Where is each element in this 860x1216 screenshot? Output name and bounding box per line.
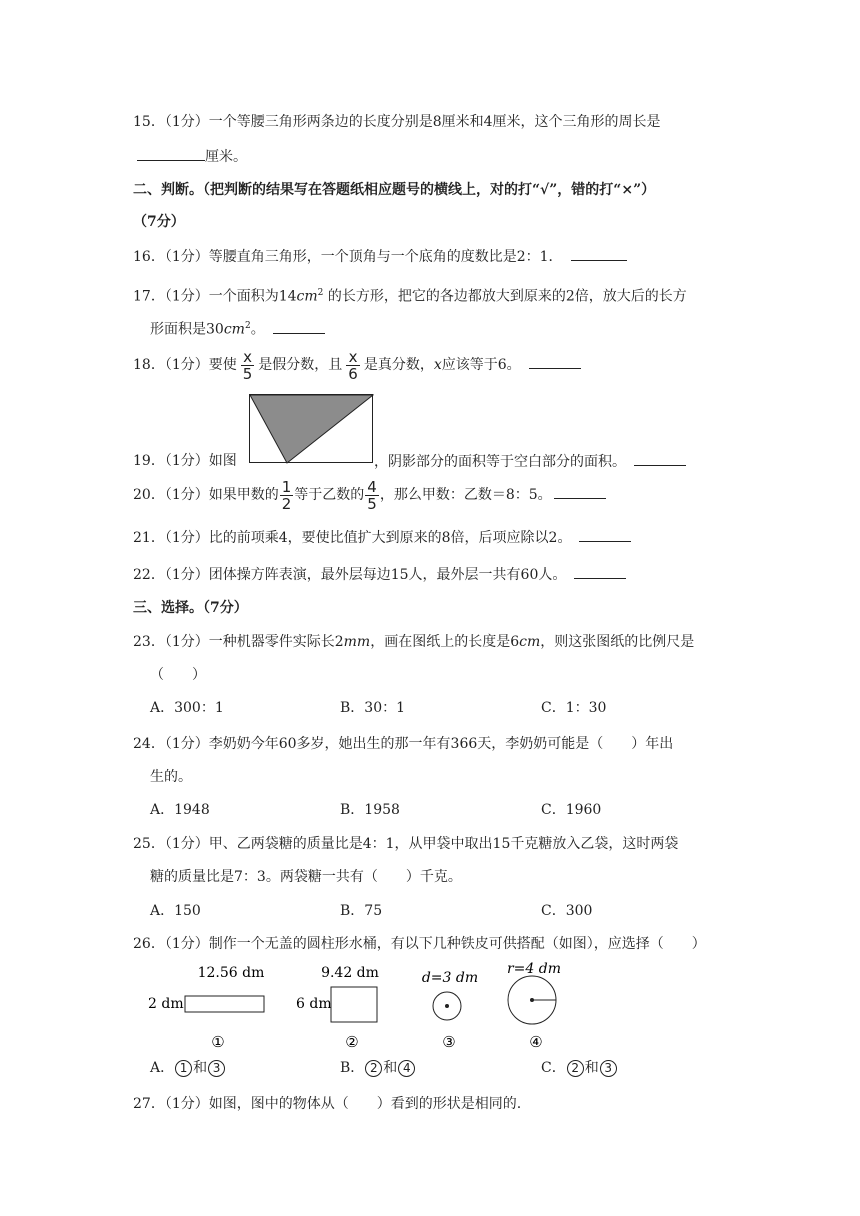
fraction-4-over-5: $\frac{4}{5}$ (367, 477, 377, 513)
sheet1-rectangle (185, 996, 264, 1012)
answer-blank[interactable] (634, 451, 686, 466)
q24-option-a[interactable]: A．1948 (150, 802, 210, 818)
q24-line2: 生的。 (150, 769, 192, 785)
sheet1-width-label: 2 dm (148, 996, 184, 1012)
q25-option-b[interactable]: B．75 (340, 903, 383, 919)
q26-iron-sheets-figure (140, 958, 580, 1058)
q25-option-c[interactable]: C．300 (541, 903, 593, 919)
q19-shaded-triangle-figure (249, 394, 374, 464)
q19-suffix: ，阴影部分的面积等于空白部分的面积。 (374, 451, 686, 472)
q23-line1: 23．（1分）一种机器零件实际长2mm，画在图纸上的长度是6cm，则这张图纸的比例尺是 (133, 634, 695, 650)
q25-option-a[interactable]: A．150 (150, 903, 201, 919)
fraction-x-over-5: $\frac{x}{5}$ (242, 347, 253, 383)
answer-blank[interactable] (137, 146, 205, 161)
circle3-label: d=3 dm (421, 970, 479, 986)
section2-score: （7分） (133, 214, 185, 230)
circle4-number: ④ (529, 1033, 543, 1051)
answer-blank[interactable] (554, 484, 606, 499)
q18: 18．（1分）要使 $\frac{x}{5}$ 是假分数，且 $\frac{x}{6}$ 是真分数，x应该等于6。 (133, 348, 581, 382)
circle3-center-dot (445, 1004, 449, 1008)
q27: 27．（1分）如图，图中的物体从（ ）看到的形状是相同的. (133, 1096, 522, 1112)
answer-blank[interactable] (529, 354, 581, 369)
sheet1-length-label: 12.56 dm (197, 965, 265, 981)
q26-line1: 26．（1分）制作一个无盖的圆柱形水桶，有以下几种铁皮可供搭配（如图），应选择（ ） (133, 936, 706, 952)
q26-option-a[interactable]: A． 1 和 3 (150, 1058, 226, 1078)
q24-option-c[interactable]: C．1960 (541, 802, 602, 818)
q21: 21．（1分）比的前项乘4，要使比值扩大到原来的8倍，后项应除以2。 (133, 527, 631, 548)
q20: 20．（1分）如果甲数的 $\frac{1}{2}$ 等于乙数的 $\frac{4}{5}$ ，那么甲数：乙数＝8：5。 (133, 478, 606, 512)
fraction-1-over-2: $\frac{1}{2}$ (281, 477, 292, 513)
q24-line1: 24．（1分）李奶奶今年60多岁，她出生的那一年有366天，李奶奶可能是（ ）年出 (133, 736, 674, 752)
answer-blank[interactable] (579, 527, 631, 542)
fraction-x-over-6: $\frac{x}{6}$ (348, 347, 358, 383)
q23-line2: （ ） (150, 667, 206, 683)
q26-option-b[interactable]: B． 2 和 4 (340, 1058, 416, 1078)
answer-blank[interactable] (273, 319, 325, 334)
sheet1-number: ① (211, 1033, 225, 1051)
q16: 16．（1分）等腰直角三角形，一个顶角与一个底角的度数比是2：1． (133, 246, 627, 267)
q25-line1: 25．（1分）甲、乙两袋糖的质量比是4：1，从甲袋中取出15千克糖放入乙袋，这时两袋 (133, 836, 679, 852)
sheet2-number: ② (345, 1033, 359, 1051)
section3-title: 三、选择。（7分） (133, 600, 248, 616)
sheet2-width-label: 6 dm (296, 996, 332, 1012)
q24-option-b[interactable]: B．1958 (340, 802, 400, 818)
q22: 22．（1分）团体操方阵表演，最外层每边15人，最外层一共有60人。 (133, 564, 626, 585)
q17-line2: 形面积是$30cm^2$。 (150, 316, 325, 340)
sheet2-length-label: 9.42 dm (321, 965, 379, 981)
q15-line2: 厘米。 (133, 146, 247, 167)
q23-option-c[interactable]: C．1：30 (541, 700, 607, 716)
q25-line2: 糖的质量比是7：3。两袋糖一共有（ ）千克。 (150, 869, 462, 885)
section2-title: 二、判断。（把判断的结果写在答题纸相应题号的横线上，对的打“√”，错的打“×”） (133, 182, 656, 198)
q15-line1: 15．（1分）一个等腰三角形两条边的长度分别是8厘米和4厘米，这个三角形的周长是 (133, 114, 661, 130)
circle4-label: r=4 dm (506, 961, 562, 977)
answer-blank[interactable] (574, 564, 626, 579)
sheet2-rectangle (331, 987, 377, 1022)
circle3-number: ③ (442, 1033, 456, 1051)
q23-option-b[interactable]: B．30：1 (340, 700, 406, 716)
q23-option-a[interactable]: A．300：1 (150, 700, 224, 716)
answer-blank[interactable] (571, 246, 627, 261)
q26-option-c[interactable]: C． 2 和 3 (541, 1058, 618, 1078)
q19-prefix: 19．（1分）如图 (133, 453, 237, 469)
q17-line1: 17．（1分）一个面积为$14cm^2$ 的长方形，把它的各边都放大到原来的2倍，放大后的长方 (133, 288, 687, 305)
